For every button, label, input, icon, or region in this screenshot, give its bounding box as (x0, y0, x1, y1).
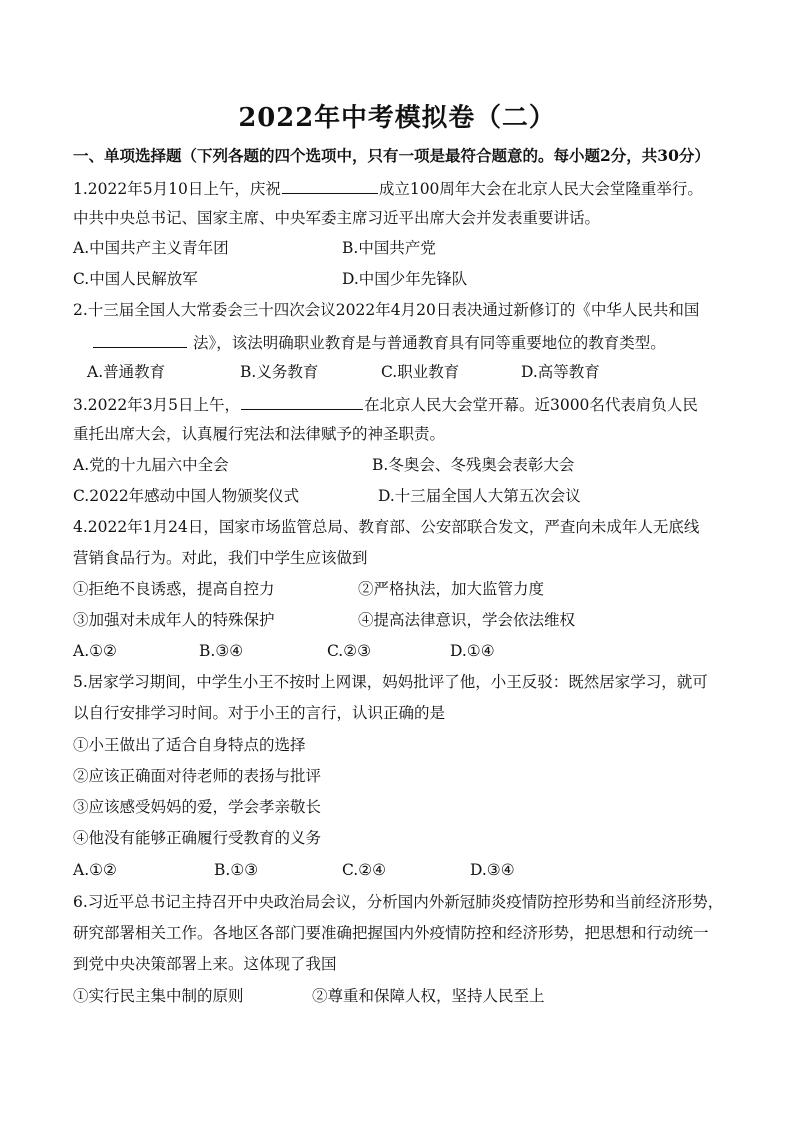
section-heading: 一、单项选择题（下列各题的四个选项中，只有一项是最符合题意的。每小题2分，共30分） (73, 146, 710, 165)
q2-stem-b: 法》，该法明确职业教育是与普通教育具有同等重要地位的教育类型。 (192, 334, 666, 352)
q4-option-a: A.①② (73, 642, 117, 660)
q4-option-b: B.③④ (199, 642, 244, 660)
q1-stem-line1 (73, 176, 703, 200)
q2-option-d: D.高等教育 (521, 363, 600, 381)
q3-option-d: D.十三届全国人大第五次会议 (378, 487, 581, 505)
q3-blank (241, 392, 363, 410)
q3-option-b: B.冬奥会、冬残奥会表彰大会 (372, 456, 575, 474)
q1-option-b: B.中国共产党 (342, 239, 436, 257)
q5-option-c: C.②④ (342, 861, 387, 879)
q3-stem-b: 在北京人民大会堂开幕。近3000名代表肩负人民 (363, 396, 698, 414)
q1-blank (282, 176, 378, 194)
q4-stem-line2: 营销食品行为。对此，我们中学生应该做到 (73, 549, 368, 567)
q5-statement-3: ③应该感受妈妈的爱，学会孝亲敬长 (73, 798, 322, 816)
q1-stem-line2: 中共中央总书记、国家主席、中央军委主席习近平出席大会并发表重要讲话。 (73, 209, 601, 227)
q2-stem-line1: 2.十三届全国人大常委会三十四次会议2022年4月20日表决通过新修订的《中华人民共和国 (73, 301, 700, 319)
q2-option-c: C.职业教育 (381, 363, 460, 381)
q5-statement-4: ④他没有能够正确履行受教育的义务 (73, 829, 322, 847)
q4-stem-line1: 4.2022年1月24日，国家市场监管总局、教育部、公安部联合发文，严查向未成年人无底线 (73, 518, 700, 536)
q6-statement-1: ①实行民主集中制的原则 (73, 987, 244, 1005)
q4-option-d: D.①④ (450, 642, 495, 660)
q5-statement-1: ①小王做出了适合自身特点的选择 (73, 736, 306, 754)
q3-stem-line1 (73, 392, 698, 416)
q5-statement-2: ②应该正确面对待老师的表扬与批评 (73, 767, 322, 785)
q3-stem-a: 3.2022年3月5日上午， (73, 396, 240, 414)
page-title: 2022年中考模拟卷（二） (238, 103, 556, 133)
q3-stem-line2: 重托出席大会，认真履行宪法和法律赋予的神圣职责。 (73, 425, 446, 443)
q4-statement-1: ①拒绝不良诱惑，提高自控力 (73, 580, 275, 598)
q1-option-c: C.中国人民解放军 (73, 270, 198, 288)
q4-statement-3: ③加强对未成年人的特殊保护 (73, 611, 275, 629)
q5-stem-line2: 以自行安排学习时间。对于小王的言行，认识正确的是 (73, 704, 446, 722)
q2-option-a: A.普通教育 (87, 363, 166, 381)
q1-stem-b: 成立100周年大会在北京人民大会堂隆重举行。 (378, 180, 703, 198)
q2-stem-line2 (92, 330, 666, 354)
q2-blank (93, 330, 187, 348)
q6-stem-line2: 研究部署相关工作。各地区各部门要准确把握国内外疫情防控和经济形势，把思想和行动统一 (73, 924, 709, 942)
q1-option-d: D.中国少年先锋队 (342, 270, 468, 288)
q5-stem-line1: 5.居家学习期间，中学生小王不按时上网课，妈妈批评了他，小王反驳：既然居家学习，就可 (73, 673, 708, 691)
q5-option-b: B.①③ (214, 861, 259, 879)
q4-statement-4: ④提高法律意识，学会依法维权 (358, 611, 576, 629)
q1-option-a: A.中国共产主义青年团 (73, 239, 229, 257)
q3-option-a: A.党的十九届六中全会 (73, 456, 229, 474)
q6-stem-line3: 到党中央决策部署上来。这体现了我国 (73, 955, 337, 973)
q6-stem-line1: 6.习近平总书记主持召开中央政治局会议，分析国内外新冠肺炎疫情防控形势和当前经济形势， (73, 893, 724, 911)
q6-statement-2: ②尊重和保障人权，坚持人民至上 (312, 987, 545, 1005)
q5-option-a: A.①② (73, 861, 117, 879)
q4-option-c: C.②③ (327, 642, 372, 660)
q3-option-c: C.2022年感动中国人物颁奖仪式 (73, 487, 300, 505)
q5-option-d: D.③④ (470, 861, 515, 879)
q2-option-b: B.义务教育 (240, 363, 319, 381)
q4-statement-2: ②严格执法，加大监管力度 (358, 580, 545, 598)
q1-stem-a: 1.2022年5月10日上午，庆祝 (73, 180, 281, 198)
